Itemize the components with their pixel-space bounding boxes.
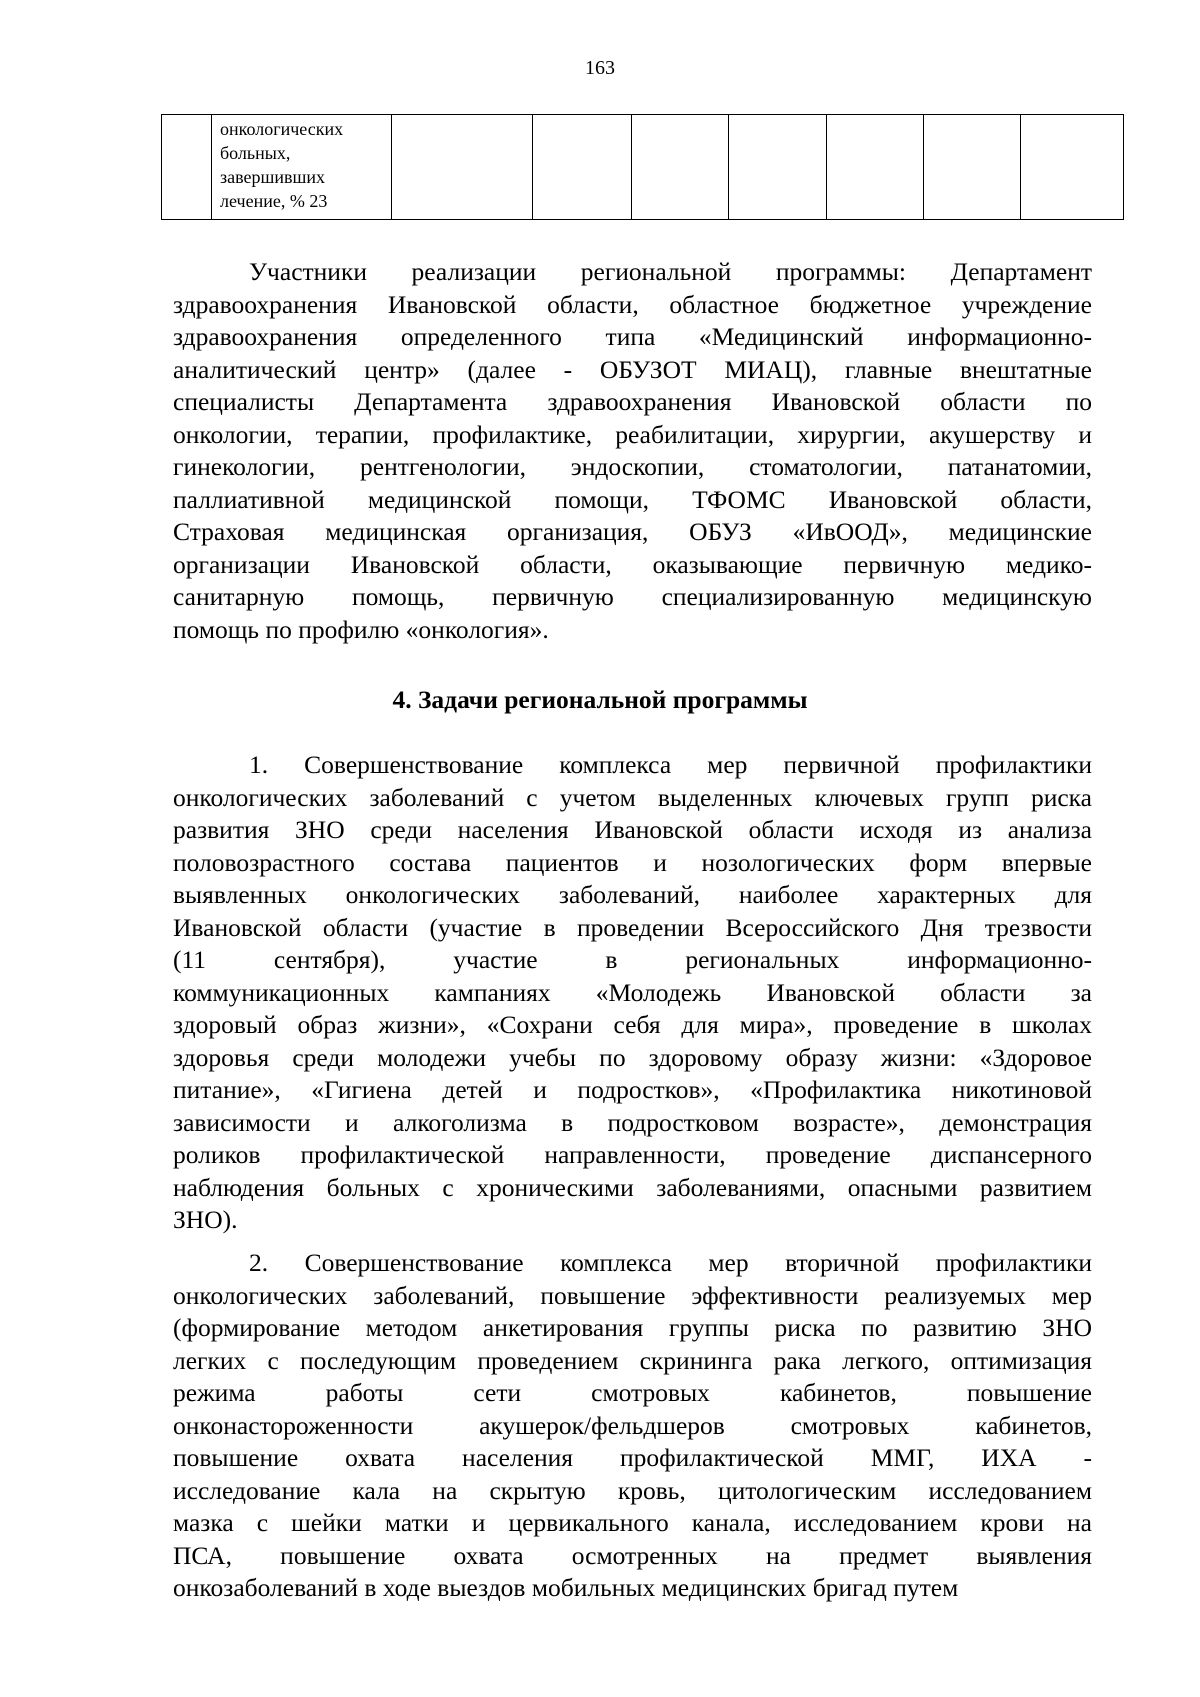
text-line: паллиативной медицинской помощи, ТФОМС Ивановской области, [173,484,1092,514]
table-cell-indicator [212,115,392,220]
text-line: Страховая медицинская организация, ОБУЗ «ИвООД», медицинские [173,517,1092,546]
text-line: здравоохранения определенного типа «Медицинский информационно- [173,322,1092,351]
participants-paragraph [173,256,1092,646]
table-cell [924,115,1021,220]
text-line: здоровый образ жизни», «Сохрани себя для мира», проведение в школах [173,1010,1092,1039]
text-line: 1. Совершенствование комплекса мер первичной профилактики [249,750,1092,779]
text-line: половозрастного состава пациентов и нозологических форм впервые [173,847,1092,877]
text-line: организации Ивановской области, оказывающие первичную медико- [173,549,1092,579]
page-number: 163 [585,57,615,79]
indicator-text [212,115,391,213]
section-heading: 4. Задачи региональной программы [392,685,808,714]
text-line: Участники реализации региональной программы: Департамент [249,257,1092,286]
text-line: здоровья среди молодежи учебы по здоровому образу жизни: «Здоровое [173,1042,1092,1072]
text-line: зависимости и алкоголизма в подростковом возрасте», демонстрация [173,1107,1092,1137]
text-line: питание», «Гигиена детей и подростков», «Профилактика никотиновой [173,1075,1092,1104]
text-line: онкологических заболеваний с учетом выделенных ключевых групп риска [173,782,1092,812]
text-line: гинекологии, рентгенологии, эндоскопии, стоматологии, патанатомии, [173,452,1092,481]
text-line: повышение охвата населения профилактической ММГ, ИХА - [173,1443,1092,1472]
indicator-line: онкологических [220,119,344,139]
text-line: ПСА, повышение охвата осмотренных на предмет выявления [173,1540,1092,1570]
table-cell-number [162,115,212,220]
table-cell [827,115,924,220]
text-line: специалисты Департамента здравоохранения Ивановской области по [173,387,1092,416]
table-row [162,115,1124,220]
text-line: Ивановской области (участие в проведении Всероссийского Дня трезвости [173,912,1092,942]
text-line: выявленных онкологических заболеваний, наиболее характерных для [173,880,1092,909]
table-cell [392,115,533,220]
text-line: легких с последующим проведением скрининга рака легкого, оптимизация [173,1345,1092,1375]
table-cell [533,115,632,220]
table-cell [1021,115,1124,220]
text-line: режима работы сети смотровых кабинетов, повышение [173,1378,1092,1407]
task-2-paragraph [173,1247,1092,1605]
text-line: онкозаболеваний в ходе выездов мобильных медицинских бригад путем [173,1573,959,1602]
text-line: исследование кала на скрытую кровь, цитологическим исследованием [173,1475,1092,1505]
text-line: (11 сентября), участие в региональных информационно- [173,945,1092,974]
text-line: помощь по профилю «онкология». [173,614,549,644]
text-line: аналитический центр» (далее - ОБУЗОТ МИАЦ), главные внештатные [173,354,1092,384]
task-1-paragraph [173,749,1092,1237]
text-line: санитарную помощь, первичную специализированную медицинскую [173,582,1092,611]
table-cell [729,115,827,220]
text-line: 2. Совершенствование комплекса мер вторичной профилактики [249,1248,1092,1277]
indicator-line: лечение, % 23 [220,191,328,211]
text-line: онкологических заболеваний, повышение эффективности реализуемых мер [173,1280,1092,1310]
text-line: здравоохранения Ивановской области, областное бюджетное учреждение [173,289,1092,319]
text-line: ЗНО). [173,1205,238,1234]
text-line: (формирование методом анкетирования группы риска по развитию ЗНО [173,1313,1092,1342]
continued-table [161,114,1124,220]
text-line: наблюдения больных с хроническими заболеваниями, опасными развитием [173,1172,1092,1202]
text-line: онконастороженности акушерок/фельдшеров смотровых кабинетов, [173,1410,1092,1440]
text-line: онкологии, терапии, профилактике, реабилитации, хирургии, акушерству и [173,419,1092,449]
indicator-line: завершивших [220,167,325,187]
text-line: развития ЗНО среди населения Ивановской области исходя из анализа [173,815,1092,844]
table-cell [632,115,729,220]
text-line: роликов профилактической направленности, проведение диспансерного [173,1140,1092,1169]
indicator-line: больных, [220,143,291,163]
text-line: мазка с шейки матки и цервикального канала, исследованием крови на [173,1508,1092,1537]
text-line: коммуникационных кампаниях «Молодежь Ивановской области за [173,977,1092,1007]
